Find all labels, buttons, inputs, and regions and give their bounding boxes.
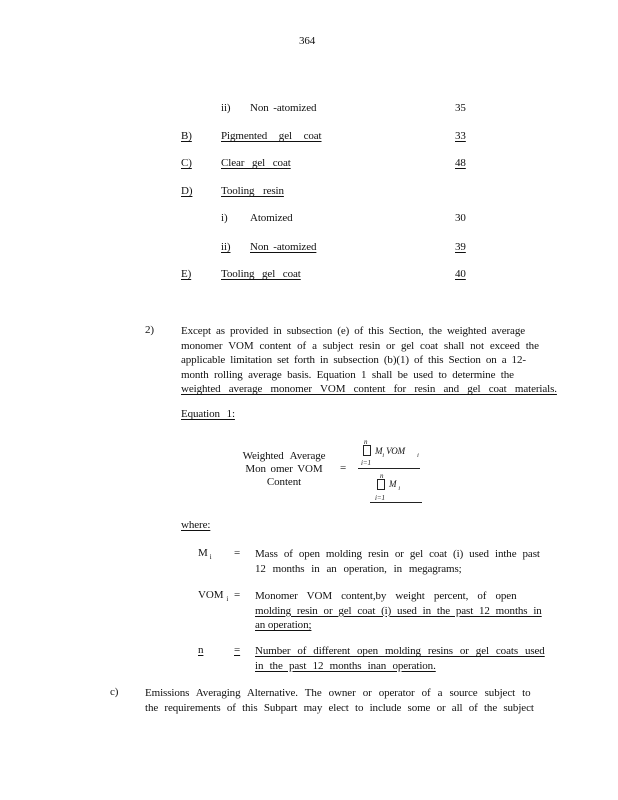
list-label: ii) <box>221 241 231 253</box>
list-text: Tooling gel coat <box>221 268 301 280</box>
term-symbol: VOM <box>198 589 224 601</box>
list-label: B) <box>181 130 192 142</box>
list-value: 30 <box>455 212 466 224</box>
list-label: D) <box>181 185 193 197</box>
paragraph-line: applicable limitation set forth in subsection (b)(1) of this Section on a 12- <box>181 354 526 367</box>
term-symbol: M <box>198 547 208 559</box>
list-text: Atomized <box>250 212 293 224</box>
definition-line: molding resin or gel coat (i) used in the past 12 months in <box>255 604 542 617</box>
definition-line: in the past 12 months inan operation. <box>255 659 436 672</box>
numerator-term <box>375 446 419 459</box>
term-vom: VOM <box>386 446 406 456</box>
definition-equals: = <box>234 644 241 656</box>
section-marker: 2) <box>145 324 154 336</box>
term-m: M <box>389 479 397 489</box>
definition-term <box>198 644 203 656</box>
definition-text <box>255 644 545 673</box>
paragraph-line: Except as provided in subsection (e) of this Section, the weighted average <box>181 325 526 337</box>
list-text: Pigmented gel coat <box>221 130 322 142</box>
definition-line: an operation; <box>255 619 312 632</box>
list-text: Clear gel coat <box>221 157 291 169</box>
subscript-i: i <box>382 452 384 459</box>
lhs-line: Mon omer VOM <box>245 463 323 475</box>
definition-line: Number of different open molding resins or gel coats used <box>255 645 545 657</box>
list-value: 48 <box>455 157 466 169</box>
term-m: M <box>375 446 383 456</box>
definition-equals: = <box>234 547 241 559</box>
term-subscript: i <box>226 595 229 604</box>
list-text: Non -atomized <box>250 241 317 253</box>
equation-lhs <box>242 450 326 489</box>
list-value: 39 <box>455 241 466 253</box>
list-value: 35 <box>455 102 466 114</box>
sum-upper-limit: n <box>364 438 368 446</box>
where-label: where: <box>181 519 211 531</box>
list-text: Tooling resin <box>221 185 284 197</box>
section-2-paragraph <box>181 324 557 397</box>
subscript-i: i <box>398 485 400 492</box>
definition-line: Monomer VOM content,by weight percent, of open <box>255 590 517 602</box>
definition-term <box>198 589 228 603</box>
paragraph-line: month rolling average basis. Equation 1 shall be used to determine the <box>181 368 514 381</box>
paragraph-line: Emissions Averaging Alternative. The owner or operator of a source subject to <box>145 687 531 699</box>
denominator-term <box>389 479 400 492</box>
list-label: E) <box>181 268 192 280</box>
sum-lower-limit: i=1 <box>361 459 371 467</box>
list-value: 33 <box>455 130 466 142</box>
lhs-line: Weighted Average <box>242 450 326 462</box>
section-c-paragraph <box>145 686 534 715</box>
summation-icon <box>377 479 385 490</box>
definition-equals: = <box>234 589 241 601</box>
summation-icon <box>363 445 371 456</box>
denominator-rule <box>370 502 422 503</box>
equation-heading: Equation 1: <box>181 408 235 420</box>
definition-text <box>255 589 542 633</box>
paragraph-line: weighted average monomer VOM content for resin and gel coat materials. <box>181 383 557 396</box>
definition-term <box>198 547 212 561</box>
definition-text <box>255 547 540 576</box>
list-value: 40 <box>455 268 466 280</box>
term-symbol: n <box>198 644 204 656</box>
page-number: 364 <box>299 35 316 47</box>
paragraph-line: monomer VOM content of a subject resin or gel coat shall not exceed the <box>181 339 539 352</box>
paragraph-line: the requirements of this Subpart may elect to include some or all of the subject <box>145 701 534 714</box>
subscript-i: i <box>417 452 419 459</box>
definition-line: Mass of open molding resin or gel coat (i) used inthe past <box>255 548 540 560</box>
list-label: C) <box>181 157 192 169</box>
section-marker: c) <box>110 686 119 698</box>
sum-upper-limit: n <box>380 472 384 480</box>
list-label: i) <box>221 212 228 224</box>
term-subscript: i <box>209 553 212 562</box>
list-text: Non -atomized <box>250 102 317 114</box>
fraction-bar <box>358 468 420 469</box>
list-label: ii) <box>221 102 231 114</box>
equals-sign: = <box>340 462 347 474</box>
lhs-line: Content <box>266 476 302 488</box>
sum-lower-limit: i=1 <box>375 494 385 502</box>
definition-line: 12 months in an operation, in megagrams; <box>255 562 462 575</box>
